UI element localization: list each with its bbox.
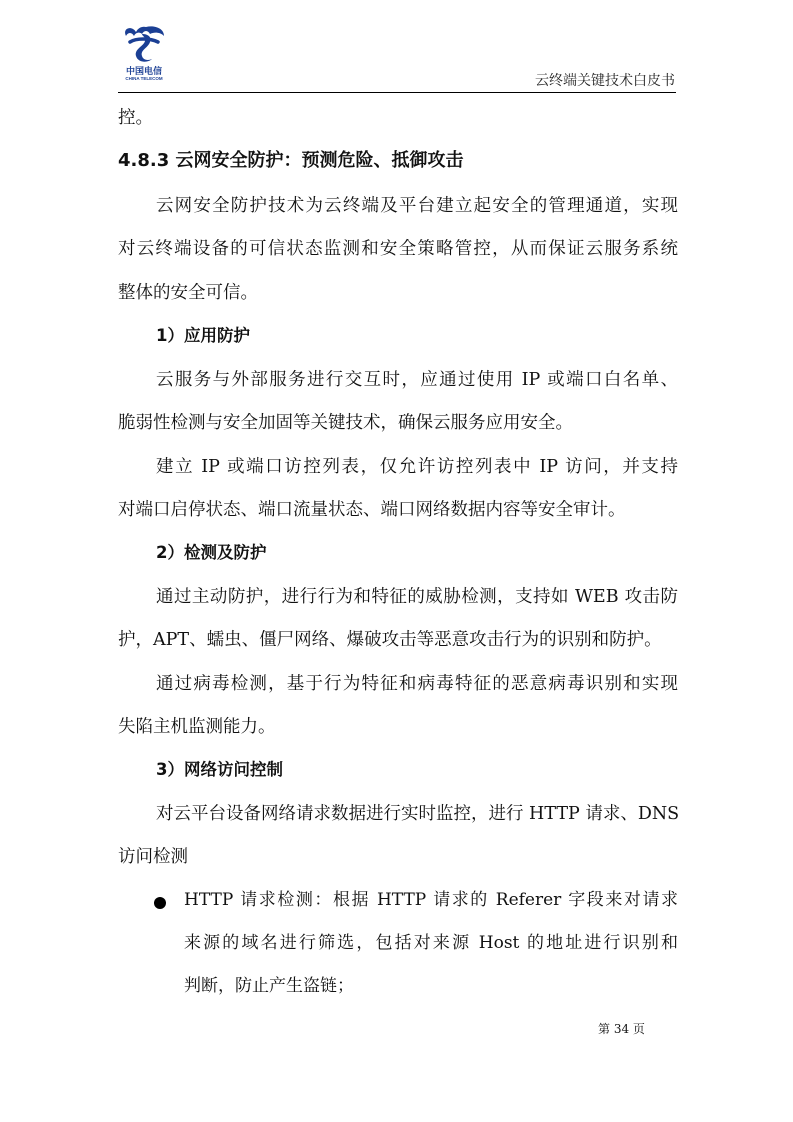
paragraph-line: 访问检测 — [118, 847, 188, 867]
intro-line-1: 云网安全防护技术为云终端及平台建立起安全的管理通道，实现 — [156, 196, 678, 216]
header-divider — [118, 92, 676, 93]
paragraph-line: 脆弱性检测与安全加固等关键技术，确保云服务应用安全。 — [118, 413, 573, 433]
paragraph-line: 对云平台设备网络请求数据进行实时监控，进行 HTTP 请求、DNS — [156, 804, 680, 824]
section-heading: 4.8.3 云网安全防护：预测危险、抵御攻击 — [118, 150, 464, 171]
bullet-line: 判断，防止产生盗链； — [184, 976, 354, 996]
subsection-heading-2: 2）检测及防护 — [156, 543, 267, 562]
paragraph-line: 通过主动防护，进行行为和特征的威胁检测，支持如 WEB 攻击防 — [156, 587, 678, 607]
bullet-line: HTTP 请求检测：根据 HTTP 请求的 Referer 字段来对请求 — [184, 890, 678, 910]
paragraph-line: 护，APT、蠕虫、僵尸网络、爆破攻击等恶意攻击行为的识别和防护。 — [118, 630, 662, 650]
document-header-title: 云终端关键技术白皮书 — [535, 73, 675, 89]
logo-cn-text: 中国电信 — [125, 67, 162, 77]
page-number: 第 34 页 — [598, 1022, 645, 1036]
china-telecom-logo-icon — [120, 24, 168, 64]
intro-line-2: 对云终端设备的可信状态监测和安全策略管控，从而保证云服务系统 — [118, 239, 678, 259]
paragraph-line: 失陷主机监测能力。 — [118, 717, 276, 737]
intro-line-3: 整体的安全可信。 — [118, 283, 258, 303]
china-telecom-logo — [120, 24, 168, 90]
bullet-line: 来源的域名进行筛选，包括对来源 Host 的地址进行识别和 — [184, 933, 678, 953]
paragraph-line: 云服务与外部服务进行交互时，应通过使用 IP 或端口白名单、 — [156, 370, 678, 390]
bullet-dot-icon — [154, 897, 166, 909]
subsection-heading-1: 1）应用防护 — [156, 326, 250, 345]
paragraph-line: 建立 IP 或端口访控列表，仅允许访控列表中 IP 访问，并支持 — [156, 457, 678, 477]
logo-en-text: CHINA TELECOM — [125, 76, 163, 81]
subsection-heading-3: 3）网络访问控制 — [156, 760, 283, 779]
paragraph-line: 对端口启停状态、端口流量状态、端口网络数据内容等安全审计。 — [118, 500, 626, 520]
carryover-text: 控。 — [118, 108, 153, 128]
paragraph-line: 通过病毒检测，基于行为特征和病毒特征的恶意病毒识别和实现 — [156, 674, 678, 694]
